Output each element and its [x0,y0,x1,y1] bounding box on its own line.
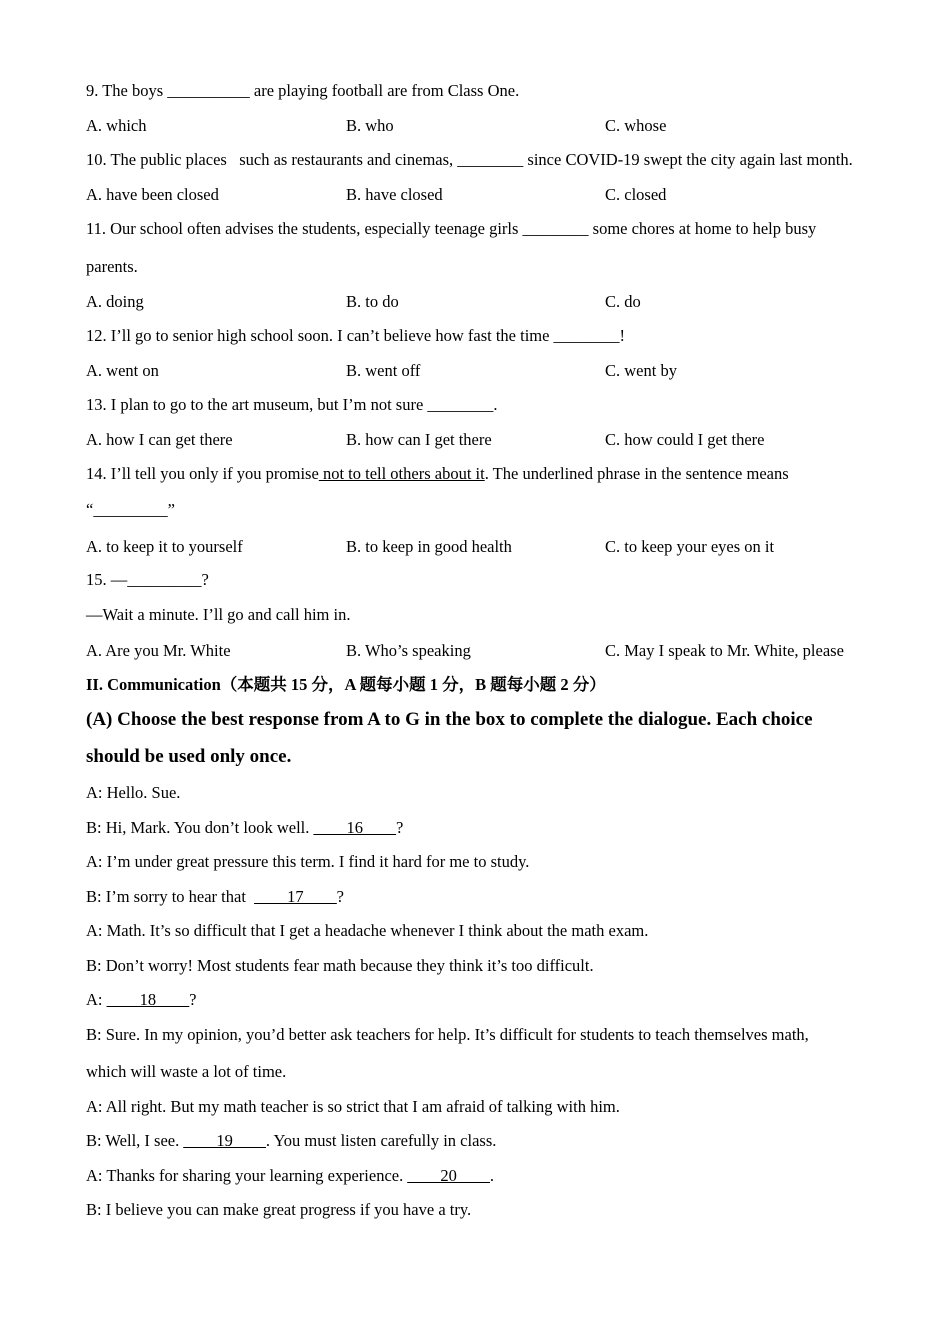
dialogue-text: ? [396,818,404,837]
q15-option-a: A. Are you Mr. White [86,641,231,660]
section-heading: II. Communication（本题共 15 分，A 题每小题 1 分，B 题每小题 2 分） [86,675,606,694]
question-12: 12. I’ll go to senior high school soon. I can’t believe how fast the time ________! [86,326,626,345]
dialogue-line-10 [86,1131,496,1151]
dialogue-text: ? [189,990,197,1009]
dialogue-text: . [489,1166,494,1185]
dialogue-line-9: A: All right. But my math teacher is so strict that I am afraid of talking with him. [86,1097,620,1116]
question-15: 15. —_________? [86,570,209,589]
dialogue-text: . You must listen carefully in class. [265,1131,497,1150]
dialogue-text: A: Thanks for sharing your learning experience. [86,1166,408,1185]
dialogue-text: ? [336,887,344,906]
q9-option-b: B. who [346,116,394,135]
blank-19: ____19____ [183,1131,266,1150]
blank-16: ____16____ [313,818,397,837]
dialogue-text: B: Hi, Mark. You don’t look well. [86,818,314,837]
question-15-response: —Wait a minute. I’ll go and call him in. [86,605,351,624]
dialogue-line-1: A: Hello. Sue. [86,783,181,802]
part-a-instruction-line1: (A) Choose the best response from A to G in the box to complete the dialogue. Each choice [86,709,813,730]
question-13: 13. I plan to go to the art museum, but I’m not sure ________. [86,395,498,414]
q10-option-b: B. have closed [346,185,443,204]
dialogue-line-3: A: I’m under great pressure this term. I find it hard for me to study. [86,852,530,871]
dialogue-line-4 [86,887,344,907]
question-9: 9. The boys __________ are playing football are from Class One. [86,81,520,100]
blank-20: ____20____ [407,1166,490,1185]
q9-option-a: A. which [86,116,147,135]
q11-option-b: B. to do [346,292,399,311]
q11-option-a: A. doing [86,292,144,311]
dialogue-text: B: Well, I see. [86,1131,184,1150]
q10-option-a: A. have been closed [86,185,219,204]
q10-option-c: C. closed [605,185,667,204]
dialogue-line-11 [86,1166,494,1186]
blank-18: ____18____ [106,990,190,1009]
q14-option-a: A. to keep it to yourself [86,537,243,556]
q14-option-b: B. to keep in good health [346,537,512,556]
dialogue-text: B: I’m sorry to hear that [86,887,255,906]
dialogue-line-12: B: I believe you can make great progress if you have a try. [86,1200,472,1219]
q12-option-a: A. went on [86,361,159,380]
q12-option-b: B. went off [346,361,421,380]
part-a-instruction-line2: should be used only once. [86,746,292,767]
question-14-continued: “_________” [86,500,175,519]
q14-text-start: 14. I’ll tell you only if you promise [86,464,319,483]
question-11: 11. Our school often advises the students, especially teenage girls ________ some chores at home to help busy [86,219,817,238]
q11-option-c: C. do [605,292,641,311]
q14-underlined-phrase: not to tell others about it [318,464,485,483]
question-10: 10. The public places such as restaurants and cinemas, ________ since COVID-19 swept the city again last month. [86,150,853,169]
q13-option-a: A. how I can get there [86,430,233,449]
q13-option-c: C. how could I get there [605,430,765,449]
question-11-continued: parents. [86,257,138,276]
dialogue-line-2 [86,818,403,838]
q15-option-c: C. May I speak to Mr. White, please [605,641,844,660]
q14-option-c: C. to keep your eyes on it [605,537,775,556]
dialogue-line-5: A: Math. It’s so difficult that I get a headache whenever I think about the math exam. [86,921,649,940]
dialogue-text: A: [86,990,107,1009]
dialogue-line-6: B: Don’t worry! Most students fear math because they think it’s too difficult. [86,956,594,975]
dialogue-line-7 [86,990,196,1010]
q9-option-c: C. whose [605,116,667,135]
q14-text-end: . The underlined phrase in the sentence means [484,464,789,483]
dialogue-line-8-continued: which will waste a lot of time. [86,1062,287,1081]
q15-option-b: B. Who’s speaking [346,641,471,660]
blank-17: ____17____ [254,887,337,906]
q13-option-b: B. how can I get there [346,430,492,449]
dialogue-line-8: B: Sure. In my opinion, you’d better ask teachers for help. It’s difficult for students to teach themselves math, [86,1025,809,1044]
q12-option-c: C. went by [605,361,677,380]
question-14 [86,464,789,484]
